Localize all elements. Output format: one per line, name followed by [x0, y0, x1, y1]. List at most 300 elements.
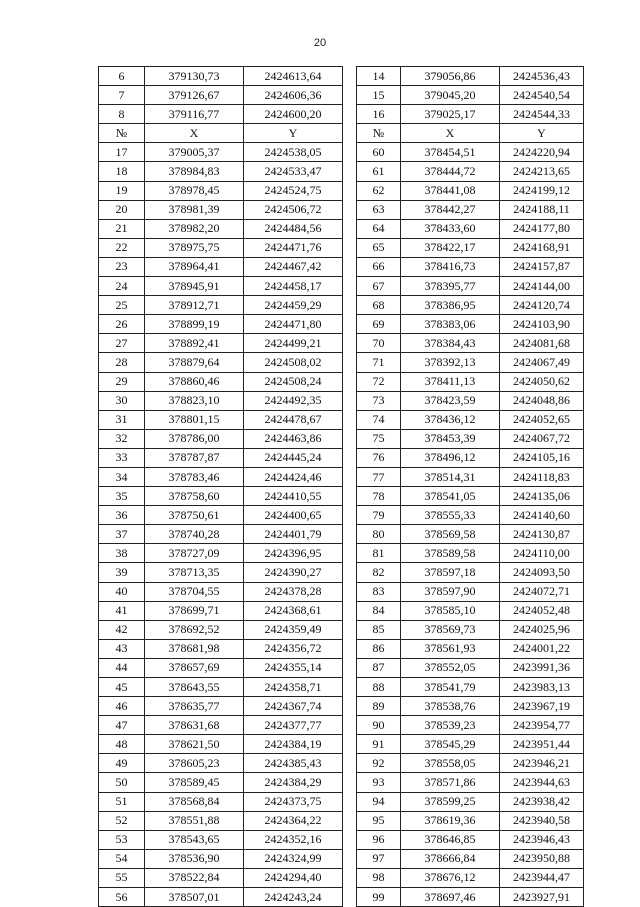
- cell-left-x: 378551,88: [145, 811, 244, 830]
- cell-left-y: 2424377,77: [244, 716, 343, 735]
- cell-right-x: 378538,76: [401, 697, 500, 716]
- cell-right-y: 2424140,60: [500, 506, 584, 525]
- cell-left-y: 2424508,24: [244, 372, 343, 391]
- column-separator: [343, 582, 357, 601]
- cell-right-x: 378545,29: [401, 735, 500, 754]
- cell-right-x: 378383,06: [401, 315, 500, 334]
- cell-right-number: 66: [357, 257, 401, 276]
- cell-right-y: 2424188,11: [500, 200, 584, 219]
- column-separator: [343, 754, 357, 773]
- table-row: [99, 678, 584, 697]
- cell-left-x: 378635,77: [145, 697, 244, 716]
- cell-left-x: 378589,45: [145, 773, 244, 792]
- cell-left-x: 378522,84: [145, 868, 244, 887]
- cell-right-y: 2423983,13: [500, 678, 584, 697]
- cell-left-y: 2424499,21: [244, 334, 343, 353]
- cell-right-number: 95: [357, 811, 401, 830]
- cell-left-y: 2424396,95: [244, 544, 343, 563]
- table-row: [99, 487, 584, 506]
- cell-right-number: 98: [357, 868, 401, 887]
- column-separator: [343, 162, 357, 181]
- column-separator: [343, 219, 357, 238]
- cell-left-number: 51: [99, 792, 145, 811]
- cell-left-number: 46: [99, 697, 145, 716]
- table-row: [99, 143, 584, 162]
- cell-left-x: 378699,71: [145, 601, 244, 620]
- table-row: [99, 773, 584, 792]
- cell-left-number: 32: [99, 429, 145, 448]
- column-separator: [343, 563, 357, 582]
- cell-left-number: 25: [99, 296, 145, 315]
- cell-right-x: 378441,08: [401, 181, 500, 200]
- cell-right-y: 2424081,68: [500, 334, 584, 353]
- table-row: [99, 86, 584, 105]
- column-separator: [343, 716, 357, 735]
- table-row: [99, 219, 584, 238]
- table-row: [99, 582, 584, 601]
- cell-left-x: 378507,01: [145, 888, 244, 907]
- table-row: [99, 277, 584, 296]
- table-row: [99, 506, 584, 525]
- cell-left-x: 378787,87: [145, 448, 244, 467]
- cell-right-y: 2424120,74: [500, 296, 584, 315]
- cell-right-number: 89: [357, 697, 401, 716]
- column-separator: [343, 86, 357, 105]
- cell-right-x: 378676,12: [401, 868, 500, 887]
- table-row: [99, 257, 584, 276]
- cell-left-y: 2424471,80: [244, 315, 343, 334]
- column-separator: [343, 448, 357, 467]
- cell-right-x: X: [401, 124, 500, 143]
- cell-right-y: 2424177,80: [500, 219, 584, 238]
- cell-left-number: 34: [99, 467, 145, 486]
- table-row: [99, 697, 584, 716]
- cell-right-number: 60: [357, 143, 401, 162]
- cell-left-x: 378704,55: [145, 582, 244, 601]
- cell-right-number: 72: [357, 372, 401, 391]
- column-separator: [343, 678, 357, 697]
- table-row: [99, 315, 584, 334]
- cell-right-y: 2423938,42: [500, 792, 584, 811]
- cell-left-number: 30: [99, 391, 145, 410]
- cell-right-x: 378416,73: [401, 257, 500, 276]
- cell-right-y: 2424118,83: [500, 467, 584, 486]
- cell-right-number: 15: [357, 86, 401, 105]
- cell-right-x: 378541,79: [401, 678, 500, 697]
- cell-right-x: 378646,85: [401, 830, 500, 849]
- table-row: [99, 467, 584, 486]
- cell-right-y: 2424135,06: [500, 487, 584, 506]
- cell-right-x: 378454,51: [401, 143, 500, 162]
- cell-left-y: 2424613,64: [244, 67, 343, 86]
- cell-right-number: 86: [357, 639, 401, 658]
- column-separator: [343, 658, 357, 677]
- column-separator: [343, 544, 357, 563]
- cell-right-y: 2423927,91: [500, 888, 584, 907]
- table-row: [99, 200, 584, 219]
- cell-left-number: 39: [99, 563, 145, 582]
- cell-left-y: 2424424,46: [244, 467, 343, 486]
- coordinates-table: [98, 66, 584, 907]
- cell-left-x: 378945,91: [145, 277, 244, 296]
- cell-left-number: 42: [99, 620, 145, 639]
- cell-left-x: 378657,69: [145, 658, 244, 677]
- table-row: [99, 716, 584, 735]
- cell-right-x: 378444,72: [401, 162, 500, 181]
- cell-left-x: 378643,55: [145, 678, 244, 697]
- cell-left-x: 378750,61: [145, 506, 244, 525]
- cell-left-x: 379005,37: [145, 143, 244, 162]
- cell-right-y: 2424052,48: [500, 601, 584, 620]
- cell-right-number: 70: [357, 334, 401, 353]
- cell-right-y: Y: [500, 124, 584, 143]
- cell-left-x: 378740,28: [145, 525, 244, 544]
- table-row: [99, 181, 584, 200]
- cell-right-y: 2424050,62: [500, 372, 584, 391]
- cell-left-y: 2424484,56: [244, 219, 343, 238]
- cell-left-y: 2424492,35: [244, 391, 343, 410]
- cell-left-y: 2424533,47: [244, 162, 343, 181]
- cell-left-y: 2424390,27: [244, 563, 343, 582]
- cell-left-number: 48: [99, 735, 145, 754]
- cell-left-x: 379116,77: [145, 105, 244, 124]
- cell-right-x: 378597,18: [401, 563, 500, 582]
- cell-left-number: 24: [99, 277, 145, 296]
- cell-left-number: 35: [99, 487, 145, 506]
- cell-left-number: 21: [99, 219, 145, 238]
- cell-right-number: 90: [357, 716, 401, 735]
- cell-left-x: 378984,83: [145, 162, 244, 181]
- cell-right-x: 379045,20: [401, 86, 500, 105]
- cell-right-number: 94: [357, 792, 401, 811]
- cell-right-number: 88: [357, 678, 401, 697]
- cell-right-y: 2424093,50: [500, 563, 584, 582]
- cell-right-number: 16: [357, 105, 401, 124]
- cell-right-number: 79: [357, 506, 401, 525]
- column-separator: [343, 639, 357, 658]
- cell-right-x: 378453,39: [401, 429, 500, 448]
- cell-right-y: 2423950,88: [500, 849, 584, 868]
- cell-left-number: 27: [99, 334, 145, 353]
- cell-right-y: 2423944,63: [500, 773, 584, 792]
- cell-left-number: 53: [99, 830, 145, 849]
- cell-right-x: 378411,13: [401, 372, 500, 391]
- cell-right-y: 2424544,33: [500, 105, 584, 124]
- cell-left-y: 2424324,99: [244, 849, 343, 868]
- cell-right-number: 81: [357, 544, 401, 563]
- cell-right-number: 77: [357, 467, 401, 486]
- cell-right-x: 378392,13: [401, 353, 500, 372]
- cell-right-x: 378599,25: [401, 792, 500, 811]
- cell-right-y: 2424199,12: [500, 181, 584, 200]
- page-number: 20: [313, 37, 327, 49]
- cell-left-number: 47: [99, 716, 145, 735]
- cell-right-number: 67: [357, 277, 401, 296]
- cell-right-y: 2423946,21: [500, 754, 584, 773]
- column-separator: [343, 353, 357, 372]
- column-separator: [343, 410, 357, 429]
- cell-left-number: 45: [99, 678, 145, 697]
- cell-right-y: 2424168,91: [500, 238, 584, 257]
- cell-right-y: 2424048,86: [500, 391, 584, 410]
- table-row: [99, 296, 584, 315]
- cell-left-number: 23: [99, 257, 145, 276]
- cell-left-number: 19: [99, 181, 145, 200]
- cell-right-y: 2423967,19: [500, 697, 584, 716]
- cell-left-x: 378899,19: [145, 315, 244, 334]
- cell-right-x: 378539,23: [401, 716, 500, 735]
- cell-right-number: 97: [357, 849, 401, 868]
- cell-right-y: 2424067,72: [500, 429, 584, 448]
- cell-left-x: 378713,35: [145, 563, 244, 582]
- cell-left-number: 18: [99, 162, 145, 181]
- header-row: [99, 124, 584, 143]
- table-row: [99, 811, 584, 830]
- cell-right-y: 2423951,44: [500, 735, 584, 754]
- cell-right-x: 379056,86: [401, 67, 500, 86]
- cell-left-x: 378912,71: [145, 296, 244, 315]
- cell-right-y: 2424144,00: [500, 277, 584, 296]
- cell-right-x: 378395,77: [401, 277, 500, 296]
- cell-right-number: 99: [357, 888, 401, 907]
- column-separator: [343, 849, 357, 868]
- table-row: [99, 67, 584, 86]
- cell-right-x: 378569,73: [401, 620, 500, 639]
- table-row: [99, 238, 584, 257]
- cell-right-y: 2424540,54: [500, 86, 584, 105]
- cell-right-y: 2424025,96: [500, 620, 584, 639]
- cell-left-y: 2424358,71: [244, 678, 343, 697]
- cell-left-y: 2424384,29: [244, 773, 343, 792]
- cell-right-x: 378384,43: [401, 334, 500, 353]
- cell-left-x: 378975,75: [145, 238, 244, 257]
- cell-left-x: 378783,46: [145, 467, 244, 486]
- cell-right-x: 378496,12: [401, 448, 500, 467]
- cell-left-y: 2424467,42: [244, 257, 343, 276]
- cell-right-y: 2424130,87: [500, 525, 584, 544]
- cell-left-number: 26: [99, 315, 145, 334]
- cell-left-y: 2424294,40: [244, 868, 343, 887]
- cell-left-y: 2424352,16: [244, 830, 343, 849]
- cell-left-y: 2424373,75: [244, 792, 343, 811]
- cell-right-x: 378561,93: [401, 639, 500, 658]
- cell-right-y: 2424105,16: [500, 448, 584, 467]
- cell-left-number: 20: [99, 200, 145, 219]
- column-separator: [343, 200, 357, 219]
- cell-left-number: 43: [99, 639, 145, 658]
- column-separator: [343, 487, 357, 506]
- cell-left-number: 22: [99, 238, 145, 257]
- column-separator: [343, 773, 357, 792]
- column-separator: [343, 181, 357, 200]
- column-separator: [343, 467, 357, 486]
- cell-right-number: 96: [357, 830, 401, 849]
- table-row: [99, 353, 584, 372]
- cell-left-number: 28: [99, 353, 145, 372]
- cell-right-number: 80: [357, 525, 401, 544]
- column-separator: [343, 296, 357, 315]
- cell-left-y: 2424459,29: [244, 296, 343, 315]
- column-separator: [343, 372, 357, 391]
- cell-left-y: 2424538,05: [244, 143, 343, 162]
- cell-right-number: 92: [357, 754, 401, 773]
- cell-left-x: 378892,41: [145, 334, 244, 353]
- cell-right-x: 378597,90: [401, 582, 500, 601]
- cell-left-x: 378727,09: [145, 544, 244, 563]
- cell-left-y: 2424471,76: [244, 238, 343, 257]
- column-separator: [343, 429, 357, 448]
- cell-left-x: 378823,10: [145, 391, 244, 410]
- cell-left-number: 54: [99, 849, 145, 868]
- cell-right-y: 2424536,43: [500, 67, 584, 86]
- cell-left-y: 2424458,17: [244, 277, 343, 296]
- cell-right-y: 2423940,58: [500, 811, 584, 830]
- cell-left-x: X: [145, 124, 244, 143]
- cell-left-number: 49: [99, 754, 145, 773]
- cell-left-x: 378536,90: [145, 849, 244, 868]
- cell-right-y: 2424052,65: [500, 410, 584, 429]
- cell-right-y: 2423991,36: [500, 658, 584, 677]
- cell-right-number: 68: [357, 296, 401, 315]
- cell-right-y: 2424220,94: [500, 143, 584, 162]
- cell-left-x: 378681,98: [145, 639, 244, 658]
- cell-left-y: 2424524,75: [244, 181, 343, 200]
- column-separator: [343, 334, 357, 353]
- cell-left-number: 6: [99, 67, 145, 86]
- table-row: [99, 391, 584, 410]
- cell-right-number: 61: [357, 162, 401, 181]
- cell-left-y: 2424359,49: [244, 620, 343, 639]
- cell-right-number: 14: [357, 67, 401, 86]
- table-row: [99, 429, 584, 448]
- cell-left-y: 2424506,72: [244, 200, 343, 219]
- column-separator: [343, 277, 357, 296]
- cell-left-x: 378605,23: [145, 754, 244, 773]
- cell-left-number: №: [99, 124, 145, 143]
- table-row: [99, 888, 584, 907]
- cell-right-y: 2424072,71: [500, 582, 584, 601]
- column-separator: [343, 735, 357, 754]
- cell-left-x: 378879,64: [145, 353, 244, 372]
- cell-right-x: 378552,05: [401, 658, 500, 677]
- table-row: [99, 658, 584, 677]
- cell-right-number: 93: [357, 773, 401, 792]
- table-row: [99, 525, 584, 544]
- table-row: [99, 754, 584, 773]
- table-row: [99, 830, 584, 849]
- cell-right-number: 64: [357, 219, 401, 238]
- cell-left-number: 33: [99, 448, 145, 467]
- table-row: [99, 639, 584, 658]
- cell-left-number: 17: [99, 143, 145, 162]
- cell-left-number: 38: [99, 544, 145, 563]
- column-separator: [343, 525, 357, 544]
- cell-left-x: 378982,20: [145, 219, 244, 238]
- cell-left-y: 2424368,61: [244, 601, 343, 620]
- cell-right-number: 78: [357, 487, 401, 506]
- cell-left-number: 31: [99, 410, 145, 429]
- cell-left-y: Y: [244, 124, 343, 143]
- cell-left-x: 378801,15: [145, 410, 244, 429]
- cell-left-y: 2424356,72: [244, 639, 343, 658]
- cell-right-y: 2424213,65: [500, 162, 584, 181]
- table-row: [99, 601, 584, 620]
- cell-left-x: 378568,84: [145, 792, 244, 811]
- cell-right-x: 378569,58: [401, 525, 500, 544]
- table-row: [99, 544, 584, 563]
- column-separator: [343, 830, 357, 849]
- cell-right-x: 378436,12: [401, 410, 500, 429]
- cell-left-y: 2424600,20: [244, 105, 343, 124]
- cell-right-y: 2424067,49: [500, 353, 584, 372]
- cell-left-y: 2424367,74: [244, 697, 343, 716]
- cell-left-x: 378621,50: [145, 735, 244, 754]
- cell-left-x: 378978,45: [145, 181, 244, 200]
- cell-left-y: 2424401,79: [244, 525, 343, 544]
- column-separator: [343, 868, 357, 887]
- column-separator: [343, 124, 357, 143]
- cell-right-y: 2423954,77: [500, 716, 584, 735]
- cell-right-number: 75: [357, 429, 401, 448]
- column-separator: [343, 697, 357, 716]
- table-row: [99, 162, 584, 181]
- cell-right-x: 378666,84: [401, 849, 500, 868]
- cell-left-x: 378786,00: [145, 429, 244, 448]
- cell-right-number: 87: [357, 658, 401, 677]
- column-separator: [343, 792, 357, 811]
- cell-left-x: 378692,52: [145, 620, 244, 639]
- cell-left-number: 37: [99, 525, 145, 544]
- cell-right-number: 76: [357, 448, 401, 467]
- cell-left-number: 50: [99, 773, 145, 792]
- cell-right-number: 85: [357, 620, 401, 639]
- cell-left-number: 7: [99, 86, 145, 105]
- column-separator: [343, 67, 357, 86]
- cell-left-x: 379126,67: [145, 86, 244, 105]
- cell-right-x: 378442,27: [401, 200, 500, 219]
- cell-right-y: 2424110,00: [500, 544, 584, 563]
- cell-right-number: 73: [357, 391, 401, 410]
- table-row: [99, 849, 584, 868]
- column-separator: [343, 238, 357, 257]
- cell-right-number: 69: [357, 315, 401, 334]
- cell-left-number: 52: [99, 811, 145, 830]
- cell-right-x: 378433,60: [401, 219, 500, 238]
- cell-left-y: 2424463,86: [244, 429, 343, 448]
- cell-right-x: 378555,33: [401, 506, 500, 525]
- column-separator: [343, 391, 357, 410]
- cell-right-x: 378386,95: [401, 296, 500, 315]
- cell-left-x: 378631,68: [145, 716, 244, 735]
- table-row: [99, 334, 584, 353]
- cell-left-x: 378758,60: [145, 487, 244, 506]
- cell-left-x: 379130,73: [145, 67, 244, 86]
- cell-right-number: 83: [357, 582, 401, 601]
- cell-right-number: 71: [357, 353, 401, 372]
- table-row: [99, 792, 584, 811]
- cell-left-y: 2424508,02: [244, 353, 343, 372]
- cell-left-y: 2424445,24: [244, 448, 343, 467]
- cell-left-y: 2424385,43: [244, 754, 343, 773]
- table-row: [99, 410, 584, 429]
- cell-right-x: 378697,46: [401, 888, 500, 907]
- cell-left-x: 378860,46: [145, 372, 244, 391]
- table-row: [99, 868, 584, 887]
- column-separator: [343, 811, 357, 830]
- cell-left-number: 8: [99, 105, 145, 124]
- cell-left-x: 378981,39: [145, 200, 244, 219]
- cell-left-x: 378543,65: [145, 830, 244, 849]
